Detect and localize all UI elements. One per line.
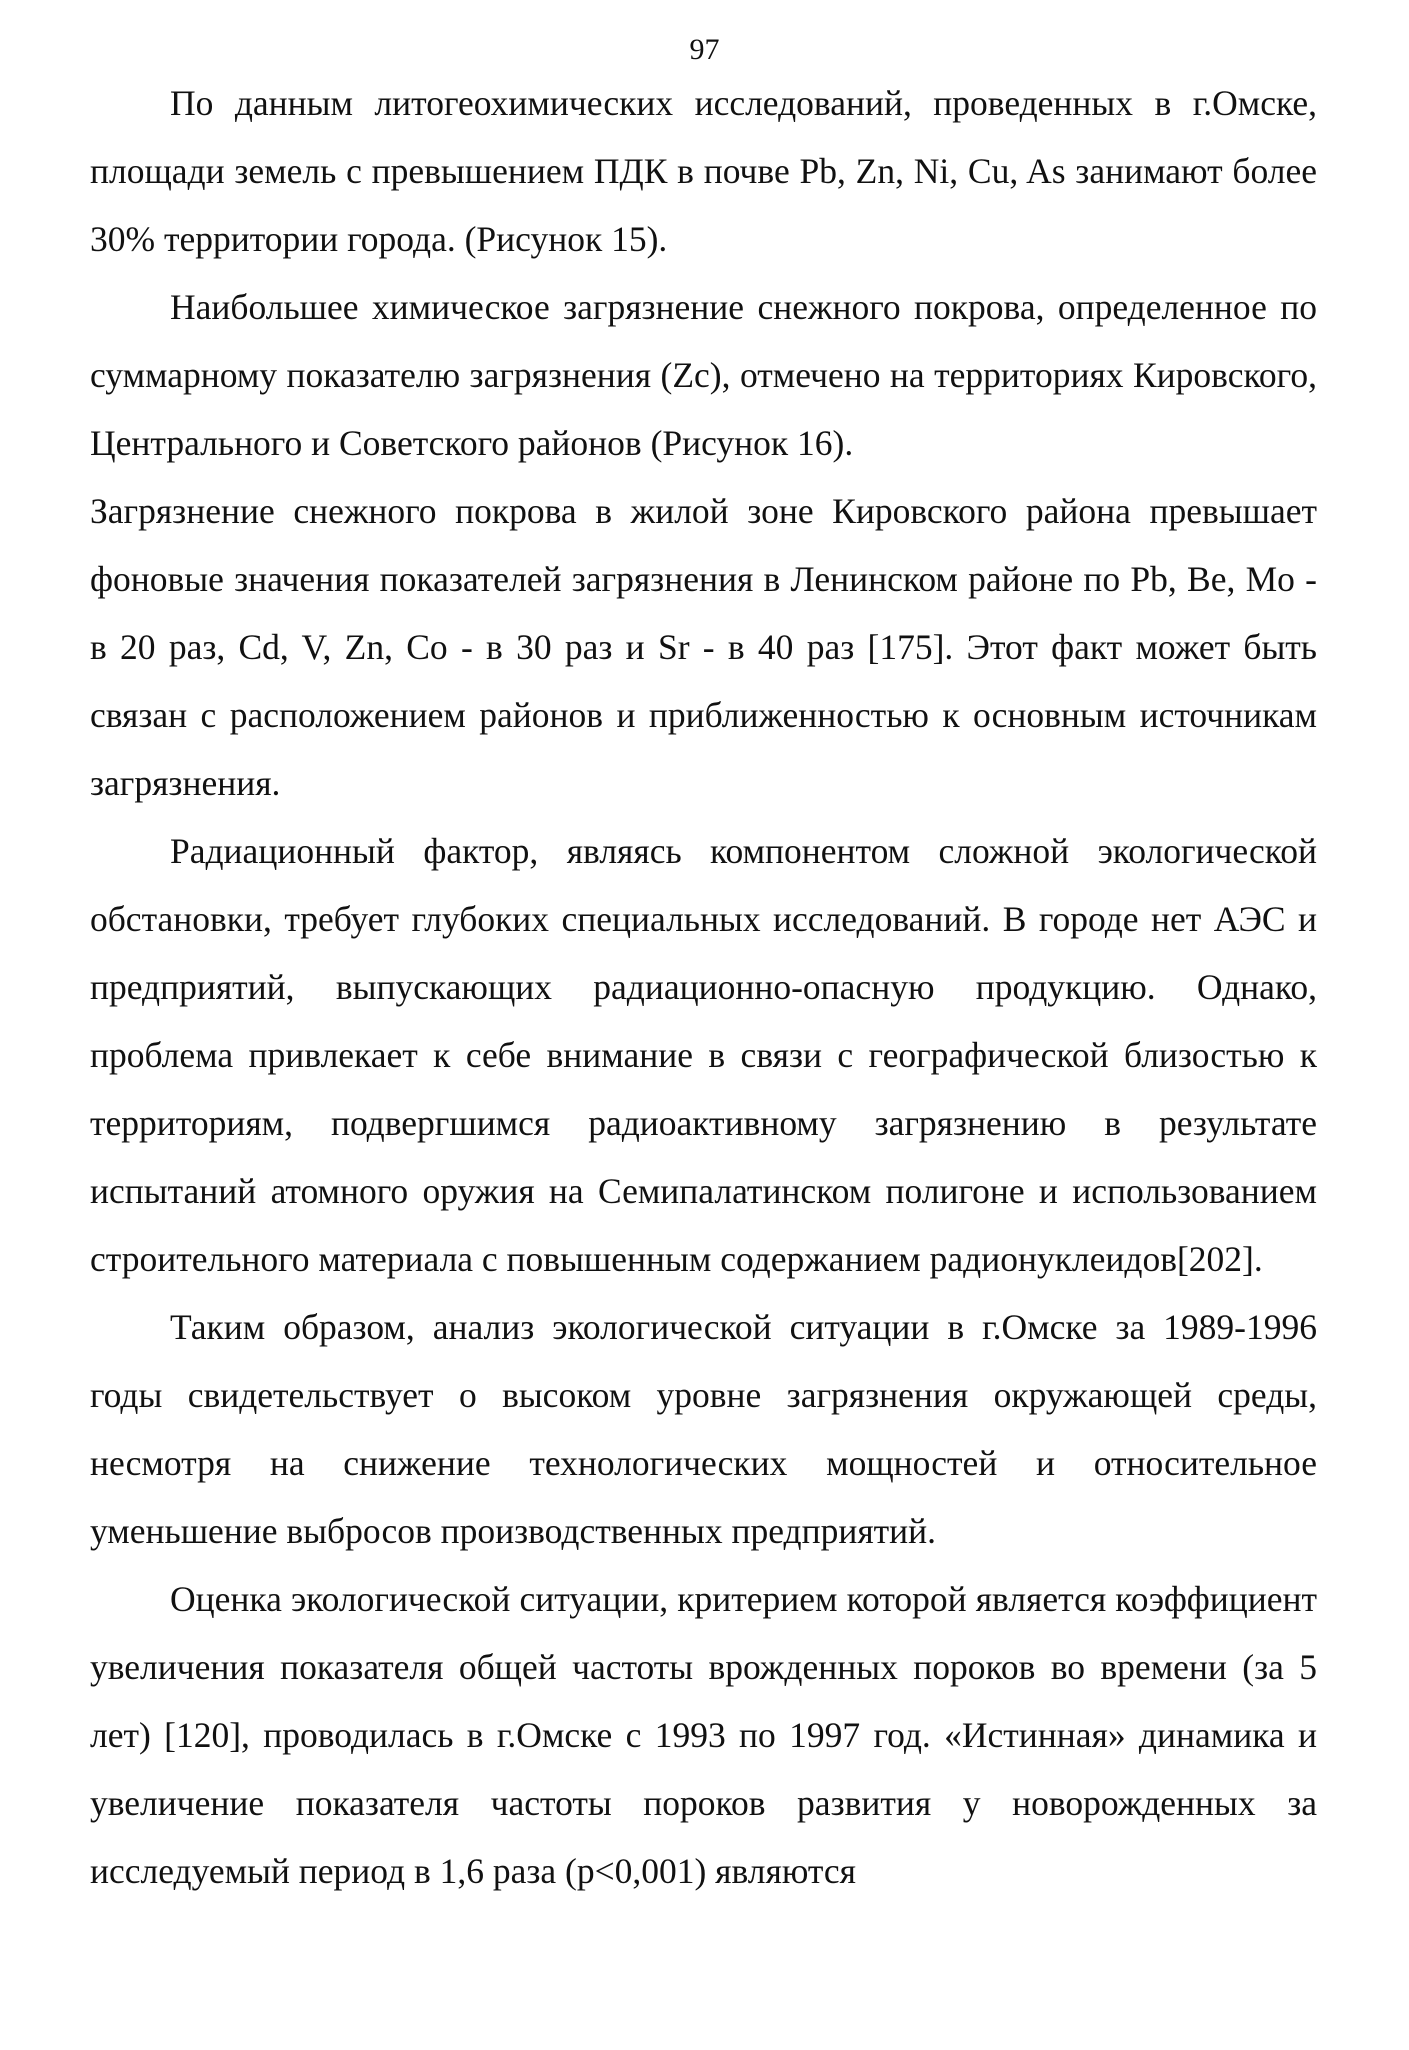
paragraph-5: Таким образом, анализ экологической ситуации в г.Омске за 1989-1996 годы свидетельствует о высоком уровне загрязнения окружающей среды, несмотря на снижение технологических мощностей и относительное уменьшение выбросов производственных предприятий.: [90, 1307, 1317, 1551]
paragraph-4: Радиационный фактор, являясь компонентом сложной экологической обстановки, требует глубоких специальных исследований. В городе нет АЭС и предприятий, выпускающих радиационно-опасную продукцию. Однако, проблема привлекает к себе внимание в связи с географической близостью к территориям, подвергшимся радиоактивному загрязнению в результате испытаний атомного оружия на Семипалатинском полигоне и использованием строительного материала с повышенным содержанием радионуклеидов[202].: [90, 831, 1317, 1279]
paragraph-6: Оценка экологической ситуации, критерием которой является коэффициент увеличения показателя общей частоты врожденных пороков во времени (за 5 лет) [120], проводилась в г.Омске с 1993 по 1997 год. «Истинная» динамика и увеличение показателя частоты пороков развития у новорожденных за исследуемый период в 1,6 раза (p<0,001) являются: [90, 1579, 1317, 1891]
paragraph-1: По данным литогеохимических исследований, проведенных в г.Омске, площади земель с превышением ПДК в почве Pb, Zn, Ni, Cu, As занимают более 30% территории города. (Рисунок 15).: [90, 83, 1317, 259]
page-number: 97: [689, 33, 720, 66]
paragraph-3: Загрязнение снежного покрова в жилой зоне Кировского района превышает фоновые значения показателей загрязнения в Ленинском районе по Pb, Be, Mo - в 20 раз, Cd, V, Zn, Co - в 30 раз и Sr - в 40 раз [175]. Этот факт может быть связан с расположением районов и приближенностью к основным источникам загрязнения.: [90, 491, 1317, 803]
document-body: [90, 69, 1317, 1905]
paragraph-2: Наибольшее химическое загрязнение снежного покрова, определенное по суммарному показателю загрязнения (Zc), отмечено на территориях Кировского, Центрального и Советского районов (Рисунок 16).: [90, 287, 1317, 463]
